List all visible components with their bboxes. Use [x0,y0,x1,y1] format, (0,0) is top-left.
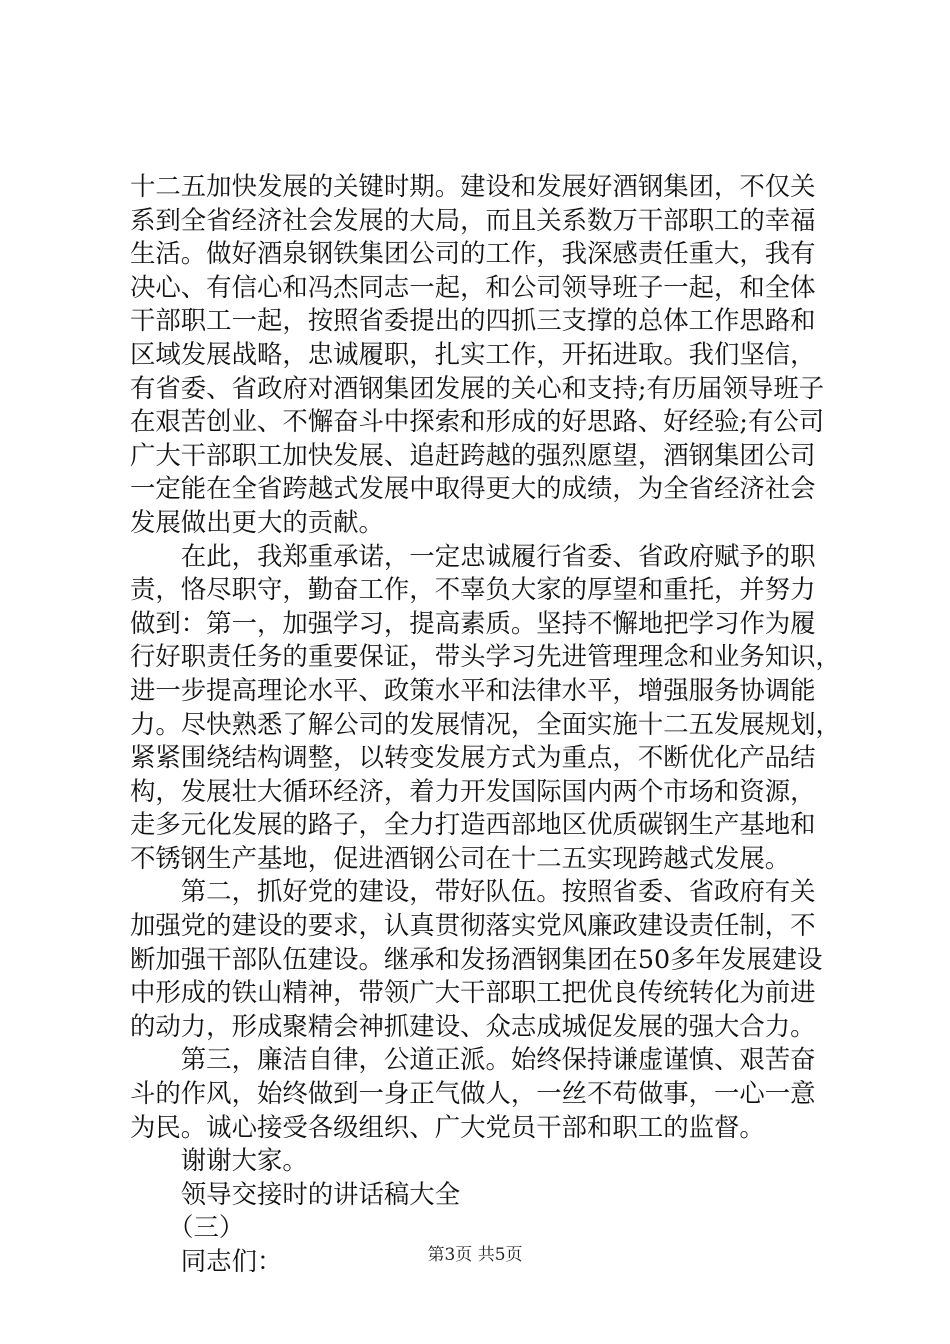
page-footer [0,1244,950,1266]
text-line: 区域发展战略，忠诚履职，扎实工作，开拓进取。我们坚信， [130,338,816,369]
text-line: 行好职责任务的重要保证，带头学习先进管理理念和业务知识， [130,641,841,672]
text-line: 有省委、省政府对酒钢集团发展的关心和支持;有历届领导班子 [130,372,825,403]
section-number: （三） [130,1212,245,1243]
text-line: 干部职工一起，按照省委提出的四抓三支撑的总体工作思路和 [130,305,816,336]
text-line: 加强党的建设的要求，认真贯彻落实党风廉政建设责任制，不 [130,910,816,941]
text-line: 做到：第一，加强学习，提高素质。坚持不懈地把学习作为履 [130,607,816,638]
text-line: 斗的作风，始终做到一身正气做人，一丝不苟做事，一心一意 [130,1078,816,1109]
text-line: 走多元化发展的路子，全力打造西部地区优质碳钢生产基地和 [130,809,816,840]
text-line: 谢谢大家。 [130,1145,308,1176]
text-line: 第二，抓好党的建设，带好队伍。按照省委、省政府有关 [130,876,816,907]
text-line: 在艰苦创业、不懈奋斗中探索和形成的好思路、好经验;有公司 [130,406,825,437]
text-line: 决心、有信心和冯杰同志一起，和公司领导班子一起，和全体 [130,271,816,302]
text-line: 进一步提高理论水平、政策水平和法律水平，增强服务协调能 [130,674,816,705]
text-line: 为民。诚心接受各级组织、广大党员干部和职工的监督。 [130,1111,765,1142]
body-text [130,170,841,1279]
text-line: 断加强干部队伍建设。继承和发扬酒钢集团在50多年发展建设 [130,943,823,974]
text-line: 十二五加快发展的关键时期。建设和发展好酒钢集团，不仅关 [130,171,816,201]
text-line: 中形成的铁山精神，带领广大干部职工把优良传统转化为前进 [130,977,816,1008]
text-line: 的动力，形成聚精会神抓建设、众志成城促发展的强大合力。 [130,1010,816,1041]
text-line: 第三，廉洁自律，公道正派。始终保持谦虚谨慎、艰苦奋 [130,1044,816,1075]
text-line: 在此，我郑重承诺，一定忠诚履行省委、省政府赋予的职 [130,540,816,571]
text-line: 不锈钢生产基地，促进酒钢公司在十二五实现跨越式发展。 [130,842,791,873]
salutation: 同志们： [130,1246,283,1276]
text-line: 系到全省经济社会发展的大局，而且关系数万干部职工的幸福 [130,204,816,235]
text-line: 广大干部职工加快发展、追赶跨越的强烈愿望，酒钢集团公司 [130,439,816,470]
text-line: 生活。做好酒泉钢铁集团公司的工作，我深感责任重大，我有 [130,238,816,269]
text-line: 责，恪尽职守，勤奋工作，不辜负大家的厚望和重托，并努力 [130,574,816,605]
text-line: 构，发展壮大循环经济，着力开发国际国内两个市场和资源， [130,775,816,806]
text-line: 一定能在全省跨越式发展中取得更大的成绩，为全省经济社会 [130,473,816,504]
text-line: 力。尽快熟悉了解公司的发展情况，全面实施十二五发展规划， [130,708,841,739]
text-line: 发展做出更大的贡献。 [130,506,384,537]
text-line: 紧紧围绕结构调整，以转变发展方式为重点，不断优化产品结 [130,742,816,773]
page-number-label: 第3页 共5页 [427,1245,523,1265]
section-heading: 领导交接时的讲话稿大全 [130,1178,461,1209]
